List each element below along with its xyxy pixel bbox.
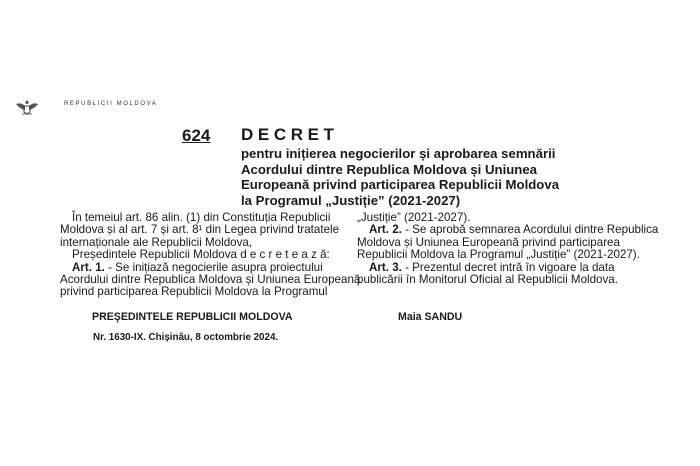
- signature-title: PREŞEDINTELE REPUBLICII MOLDOVA: [92, 311, 293, 323]
- body-line: Moldova și al art. 7 și art. 8¹ din Legea privind tratatele: [60, 223, 340, 237]
- left-column: [60, 211, 361, 299]
- article-1-label: Art. 1.: [72, 260, 105, 274]
- body-line: Acordului dintre Republica Moldova și Uniunea Europeană: [60, 273, 361, 287]
- body-line: - Prezentul decret intră în vigoare la data: [405, 260, 615, 274]
- signature-name: Maia SANDU: [398, 311, 463, 323]
- body-line: Președintele Republicii Moldova d e c r e t e a z ă:: [72, 248, 330, 262]
- decree-title-line: Europeană privind participarea Republicii Moldova: [241, 177, 560, 192]
- decree-title-line: la Programul „Justiție” (2021-2027): [241, 192, 461, 208]
- body-line: - Se inițiază negocierile asupra proiectului: [108, 260, 323, 274]
- body-line: Moldova și Uniunea Europeană privind participarea: [357, 235, 620, 249]
- article-2-label: Art. 2.: [369, 223, 402, 237]
- body-line: În temeiul art. 86 alin. (1) din Constituția Republicii: [72, 211, 331, 224]
- decree-number: 624: [182, 126, 211, 145]
- decree-title: [241, 146, 559, 208]
- body-line: privind participarea Republicii Moldova la Programul: [60, 285, 328, 299]
- body-line: Republicii Moldova la Programul „Justiție” (2021-2027).: [357, 248, 640, 262]
- body-line: - Se aprobă semnarea Acordului dintre Republica: [405, 223, 659, 237]
- article-2-line: [357, 223, 659, 237]
- article-3-label: Art. 3.: [369, 260, 402, 274]
- body-line: „Justiție” (2021-2027).: [357, 211, 471, 224]
- body-line: publicării în Monitorul Oficial al Republicii Moldova.: [357, 273, 618, 287]
- publication-header: REPUBLICII MOLDOVA: [64, 101, 158, 107]
- decree-title-line: Acordului dintre Republica Moldova și Uniunea: [241, 161, 538, 177]
- coat-of-arms-icon: [14, 98, 40, 118]
- body-line: internaționale ale Republicii Moldova,: [60, 235, 253, 249]
- right-column: [357, 211, 659, 287]
- decree-reference: Nr. 1630-IX. Chișinău, 8 octombrie 2024.: [93, 332, 279, 343]
- decree-heading: DECRET: [241, 125, 339, 144]
- decree-title-line: pentru inițierea negocierilor și aprobarea semnării: [241, 146, 556, 161]
